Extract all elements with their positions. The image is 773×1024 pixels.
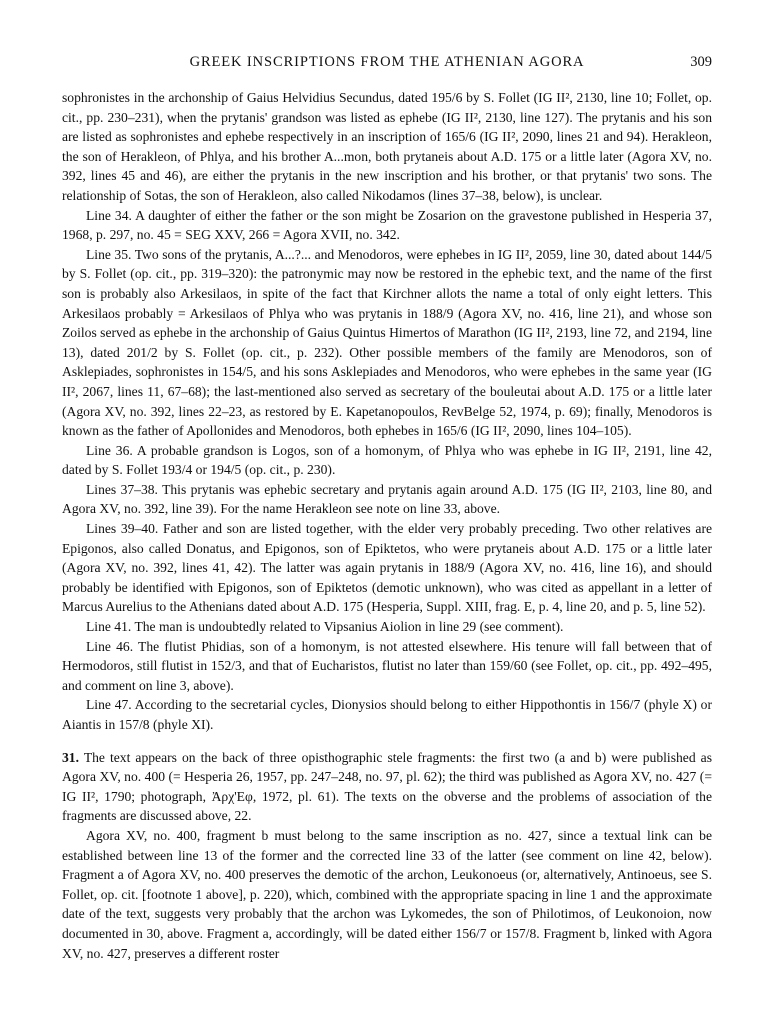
note-line-35: Line 35. Two sons of the prytanis, A...?... and Menodoros, were ephebes in IG II², 2059, line 30, dated about 144/5 by S. Follet (op. cit., pp. 319–320): the patronymic may now be restored in the ephebic text, and the name of the first son is probably also Arkesilaos, in spite of the fact that Kirchner allots the name a total of only eight letters. This Arkesilaos probably = Arkesilaos of Phlya who was prytanis in 188/9 (Agora XV, no. 416, line 21), and whose son Zoilos served as ephebe in the archonship of Gaius Quintus Himertos of Marathon (IG II², 2193, line 72, and 2194, line 13), dated 201/2 by S. Follet (op. cit., p. 232). Other possible members of the family are Menodoros, son of Asklepiades, sophronistes in 154/5, and his sons Asklepiades and Menodoros, who were ephebes in the same year (IG II², 2067, lines 11, 67–68); the last-mentioned also served as secretary of the bouleutai about A.D. 175 or a little later (Agora XV, no. 392, lines 22–23, as restored by E. Kapetanopoulos, RevBelge 52, 1974, p. 69); finally, Menodoros is known as the father of Apollonides and Menodoros, both ephebes in 165/6 (IG II², 2090, lines 104–105).	[62, 246, 712, 439]
paragraph-continuation: sophronistes in the archonship of Gaius Helvidius Secundus, dated 195/6 by S. Follet (IG II², 2130, line 10; Follet, op. cit., pp. 230–231), when the prytanis' grandson was listed as ephebe (IG II², 2130, line 127). The prytanis and his son are listed as sophronistes and ephebe respectively in an inscription of 165/6 (IG II², 2090, lines 21 and 94). Herakleon, the son of Herakleon, of Phlya, and his brother A...mon, both prytaneis about A.D. 175 or a little later (Agora XV, no. 392, lines 45 and 46), are either the prytanis in the new inscription and his brother, or that prytanis' two sons. The relationship of Sotas, the son of Herakleon, also called Nikodamos (lines 37–38, below), is unclear.	[62, 90, 712, 203]
note-line-47: Line 47. According to the secretarial cycles, Dionysios should belong to either Hippothontis in 156/7 (phyle X) or Aiantis in 157/8 (phyle XI).	[62, 697, 712, 732]
entry-31	[62, 748, 712, 826]
entry-31-text: The text appears on the back of three opisthographic stele fragments: the first two (a and b) were published as Agora XV, no. 400 (= Hesperia 26, 1957, pp. 247–248, no. 97, pl. 62); the third was published as Agora XV, no. 427 (= IG II², 1790; photograph, Ἀρχ'Εφ, 1972, pl. 61). The texts on the obverse and the problems of association of the fragments are discussed above, 22.	[62, 749, 712, 824]
note-line-46: Line 46. The flutist Phidias, son of a homonym, is not attested elsewhere. His tenure will fall between that of Hermodoros, still flutist in 152/3, and that of Eucharistos, flutist no later than 159/60 (see Follet, op. cit., pp. 492–495, and comment on line 3, above).	[62, 638, 712, 693]
body-text	[62, 88, 712, 963]
note-line-41: Line 41. The man is undoubtedly related to Vipsanius Aiolion in line 29 (see comment).	[86, 619, 564, 635]
entry-31-discussion: Agora XV, no. 400, fragment b must belong to the same inscription as no. 427, since a textual link can be established between line 13 of the former and the corrected line 33 of the latter (see comment on line 42, below). Fragment a of Agora XV, no. 400 preserves the demotic of the archon, Leukonoeus (or, alternatively, Antinoeus, see S. Follet, op. cit. [footnote 1 above], p. 220), which, combined with the appropriate spacing in line 1 and the approximate date of the text, suggests very probably that the archon was Lykomedes, the son of Philotimos, of Leukonoion, now documented in 30, above. Fragment a, accordingly, will be dated either 156/7 or 157/8. Fragment b, linked with Agora XV, no. 427, preserves a different roster	[62, 827, 712, 961]
note-line-36: Line 36. A probable grandson is Logos, son of a homonym, of Phlya who was ephebe in IG II², 2191, line 42, dated by S. Follet 193/4 or 194/5 (op. cit., p. 230).	[62, 442, 712, 478]
note-lines-37-38: Lines 37–38. This prytanis was ephebic secretary and prytanis again around A.D. 175 (IG II², 2103, line 80, and Agora XV, no. 392, line 39). For the name Herakleon see note on line 33, above.	[62, 481, 712, 517]
note-lines-39-40: Lines 39–40. Father and son are listed together, with the elder very probably preceding. Two other relatives are Epigonos, also called Donatus, and Epigonos, son of Epiktetos, who were prytaneis about A.D. 175 or a little later (Agora XV, no. 392, lines 41, 42). The latter was again prytanis in 188/9 (Agora XV, no. 416, line 16), and should probably be identified with Epigonos, son of Epiktetos (demotic unknown), who was cited as appellant in a letter of Marcus Aurelius to the Athenians dated about A.D. 175 (Hesperia, Suppl. XIII, frag. E, p. 4, line 20, and p. 5, line 52).	[62, 521, 712, 615]
page-number: 309	[690, 54, 712, 70]
note-line-34: Line 34. A daughter of either the father or the son might be Zosarion on the gravestone published in Hesperia 37, 1968, p. 297, no. 45 = SEG XXV, 266 = Agora XVII, no. 342.	[62, 207, 712, 243]
running-title: GREEK INSCRIPTIONS FROM THE ATHENIAN AGORA	[189, 54, 585, 70]
entry-number: 31.	[62, 749, 79, 765]
running-head	[62, 54, 712, 76]
